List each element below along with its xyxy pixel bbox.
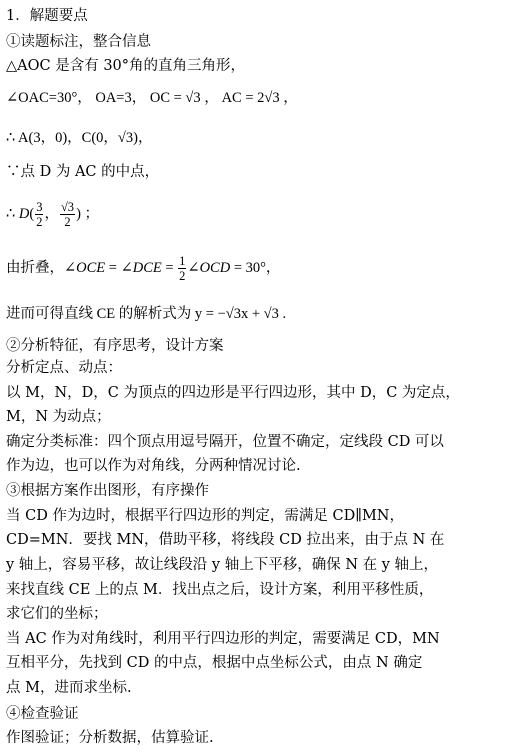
formula-line: ∠OAC=30°， OA=3， OC = √3 ， AC = 2√3 ，: [6, 90, 298, 106]
fraction: $\frac{3}{2}$: [36, 200, 43, 230]
step-heading-4: ④检查验证: [6, 706, 79, 722]
text-line: △AOC 是含有 30°角的直角三角形，: [6, 58, 246, 74]
text-line: 互相平分，先找到 CD 的中点，根据中点坐标公式，由点 N 确定: [6, 655, 423, 671]
text-line: 求它们的坐标；: [6, 606, 108, 622]
step-heading-3: ③根据方案作出图形，有序操作: [6, 483, 209, 499]
text-line: 确定分类标准：四个顶点用逗号隔开，位置不确定，定线段 CD 可以: [6, 434, 444, 450]
text-line: 作为边，也可以作为对角线，分两种情况讨论.: [6, 458, 301, 474]
text-line: 以 M，N，D，C 为顶点的四边形是平行四边形，其中 D，C 为定点，: [6, 385, 460, 401]
text-line: 点 M，进而求坐标.: [6, 680, 132, 696]
text-line: 当 CD 作为边时，根据平行四边形的判定，需满足 CD∥MN，: [6, 508, 404, 524]
formula-line: 由折叠，∠OCE = ∠DCE = $\frac{1}{2}$ ∠OCD = 30°，: [6, 254, 281, 284]
step-heading-2: ②分析特征，有序思考，设计方案: [6, 338, 224, 354]
step-heading-1: ①读题标注，整合信息: [6, 34, 151, 50]
fraction: $\frac{1}{2}$: [179, 254, 186, 284]
text-line: ∵点 D 为 AC 的中点，: [6, 164, 160, 180]
text-line: y 轴上，容易平移，故让线段沿 y 轴上下平移，确保 N 在 y 轴上，: [6, 557, 439, 573]
text-line: 当 AC 作为对角线时，利用平行四边形的判定，需要满足 CD，MN: [6, 631, 440, 647]
formula-line: ∴ D( $\frac{3}{2}$ ， $\frac{√3}{2}$ ) ；: [6, 200, 100, 230]
text-line: 作图验证；分析数据，估算验证.: [6, 730, 214, 746]
text-line: 分析定点、动点：: [6, 360, 122, 376]
text-line: 来找直线 CE 上的点 M．找出点之后，设计方案，利用平移性质，: [6, 582, 434, 598]
formula-line: ∴ A(3，0)，C(0，√3)，: [6, 130, 153, 146]
text-line: CD=MN．要找 MN，借助平移，将线段 CD 拉出来，由于点 N 在: [6, 532, 445, 548]
formula-line: 进而可得直线 CE 的解析式为 y = −√3x + √3 .: [6, 306, 287, 322]
section-heading: 1．解题要点: [6, 8, 88, 24]
fraction: $\frac{√3}{2}$: [60, 200, 75, 230]
text-line: M，N 为动点；: [6, 409, 111, 425]
